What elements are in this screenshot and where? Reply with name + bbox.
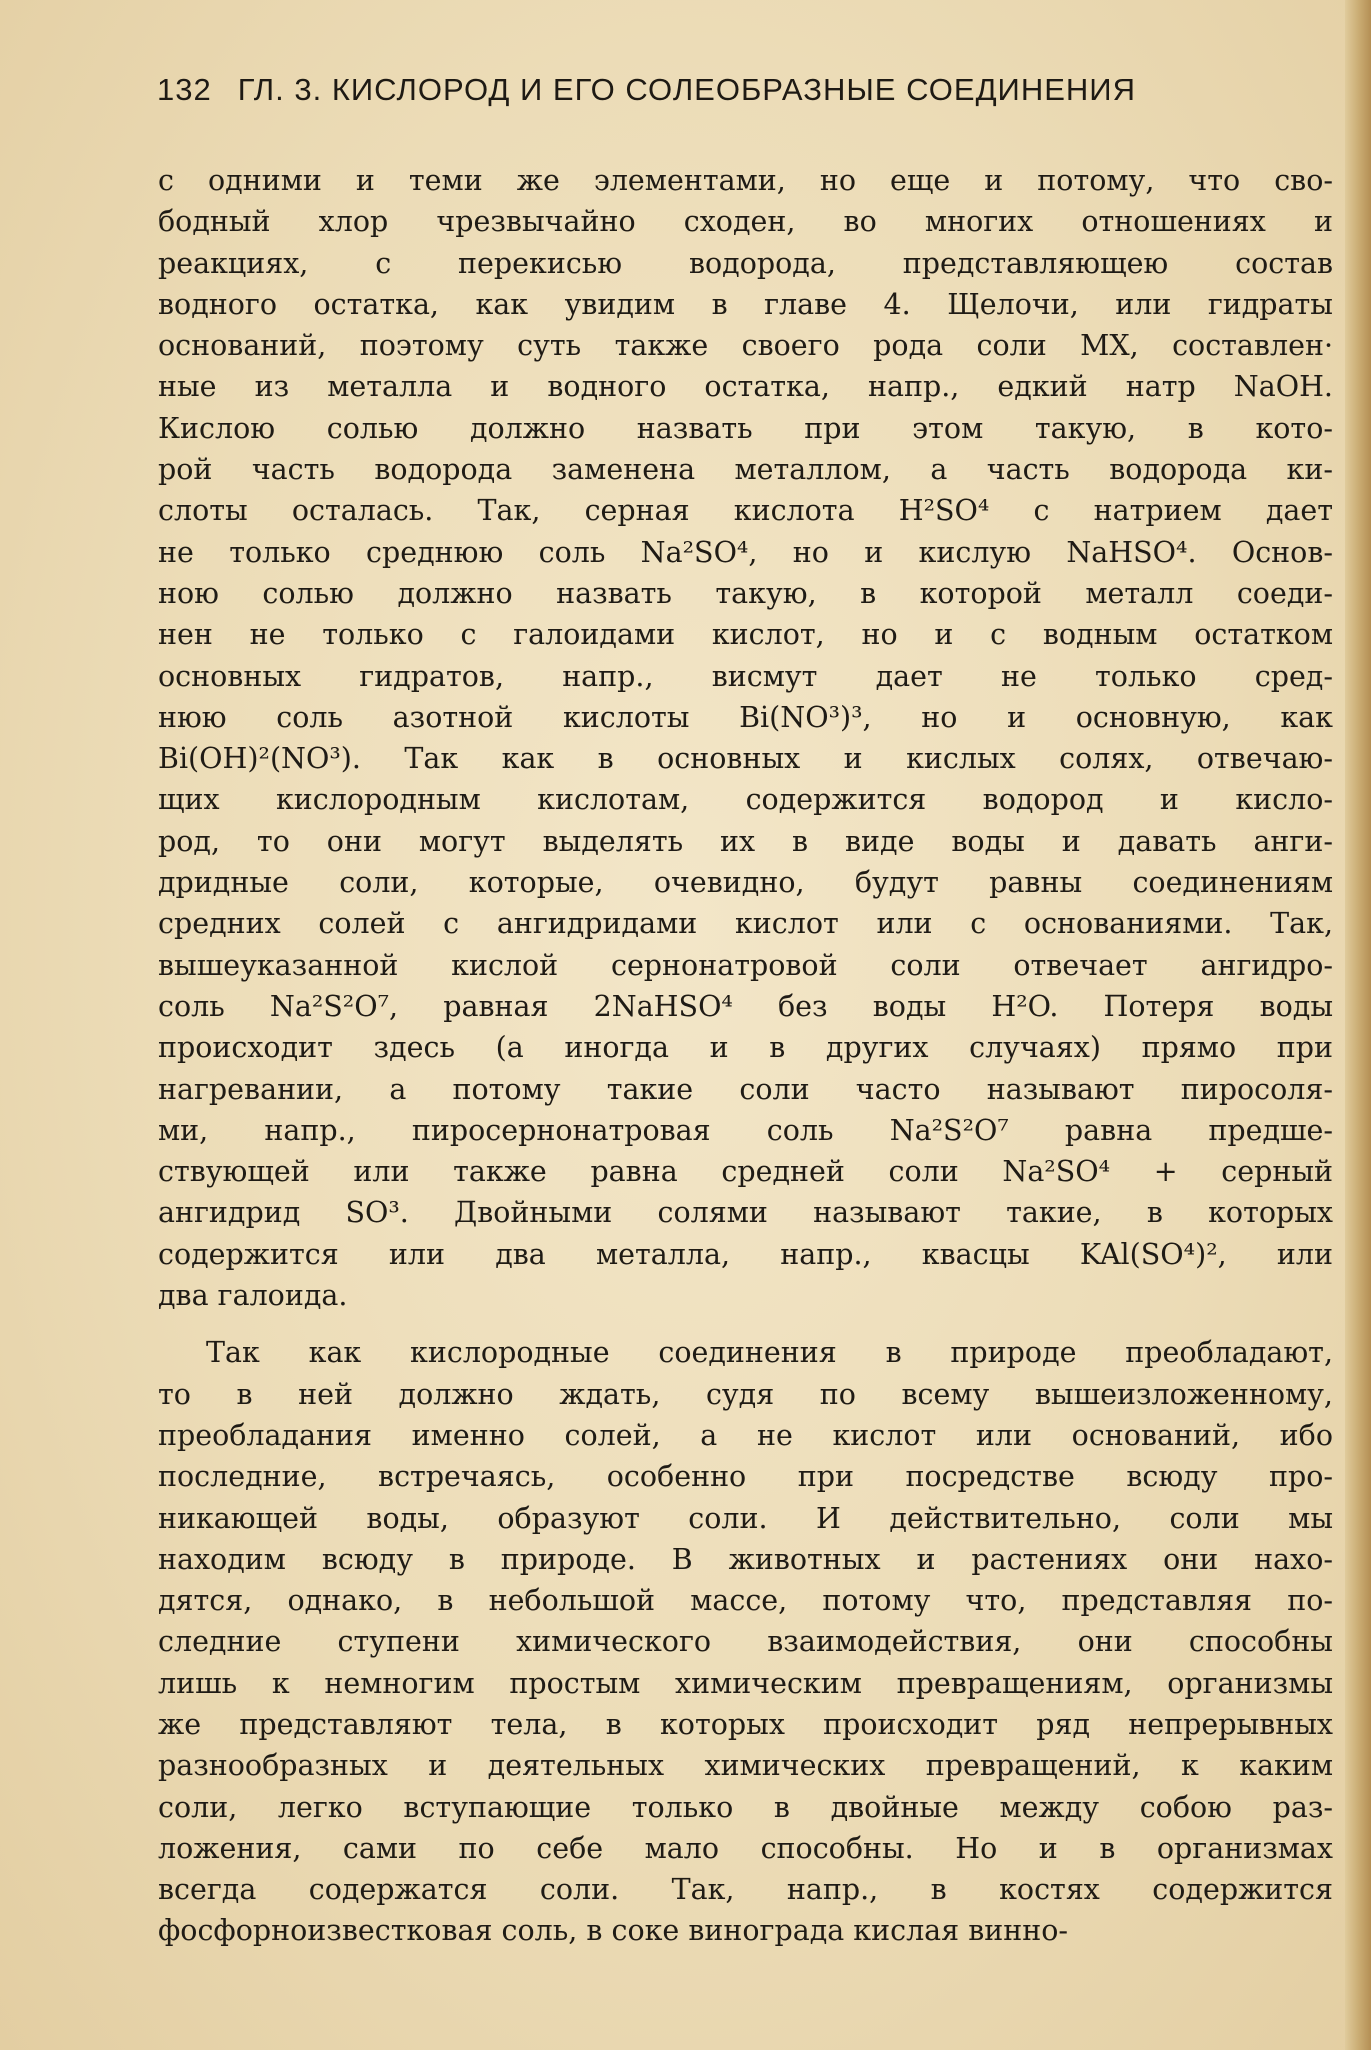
paragraph-2 [158,1332,1333,1951]
text-line: ложения, сами по себе мало способны. Но и в организмах [158,1831,1333,1865]
text-line: последние, встречаясь, особенно при посредстве всюду про- [158,1460,1333,1494]
running-title: ГЛ. 3. КИСЛОРОД И ЕГО СОЛЕОБРАЗНЫЕ СОЕДИНЕНИЯ [237,72,1136,107]
text-line: соли, легко вступающие только в двойные между собою раз- [158,1790,1333,1824]
text-line: дридные соли, которые, очевидно, будут равны соединениям [158,866,1333,900]
text-line: находим всюду в природе. В животных и растениях они нахо- [158,1542,1333,1576]
text-line: Кислою солью должно назвать при этом такую, в кото- [158,411,1333,445]
page-number: 132 [157,72,212,107]
text-line: оснований, поэтому суть также своего рода соли МХ, составлен· [158,329,1333,363]
text-line: Так как кислородные соединения в природе преобладают, [206,1336,1333,1370]
text-line: же представляют тела, в которых происходит ряд непрерывных [158,1707,1333,1741]
text-line: нагревании, а потому такие соли часто называют пиросоля- [158,1072,1333,1106]
text-line: два галоида. [158,1279,348,1313]
text-line: происходит здесь (а иногда и в других случаях) прямо при [158,1031,1333,1065]
text-line: содержится или два металла, напр., квасцы KAl(SO⁴)², или [158,1237,1333,1271]
text-line: Bi(OH)²(NO³). Так как в основных и кислых солях, отвечаю- [158,742,1333,776]
text-line: следние ступени химического взаимодействия, они способны [158,1625,1333,1659]
text-line: род, то они могут выделять их в виде воды и давать анги- [158,824,1333,858]
text-line: никающей воды, образуют соли. И действительно, соли мы [158,1501,1333,1535]
text-line: средних солей с ангидридами кислот или с основаниями. Так, [158,907,1333,941]
text-line: лишь к немногим простым химическим превращениям, организмы [158,1666,1333,1700]
text-line: рой часть водорода заменена металлом, а часть водорода ки- [158,453,1333,487]
text-line: дятся, однако, в небольшой массе, потому что, представляя по- [158,1584,1333,1618]
text-line: бодный хлор чрезвычайно сходен, во многих отношениях и [158,205,1333,239]
paragraph-1 [158,160,1333,1316]
text-line: ною солью должно назвать такую, в которой металл соеди- [158,576,1333,610]
text-line: ствующей или также равна средней соли Na²SO⁴ + серный [158,1155,1333,1189]
text-line: нюю соль азотной кислоты Bi(NO³)³, но и основную, как [158,700,1333,734]
text-line: преобладания именно солей, а не кислот или оснований, ибо [158,1418,1333,1452]
text-line: всегда содержатся соли. Так, напр., в костях содержится [158,1873,1333,1907]
text-line: щих кислородным кислотам, содержится водород и кисло- [158,783,1333,817]
text-line: разнообразных и деятельных химических превращений, к каким [158,1749,1333,1783]
text-line: водного остатка, как увидим в главе 4. Щелочи, или гидраты [158,287,1333,321]
text-line: соль Na²S²O⁷, равная 2NaHSO⁴ без воды H²O. Потеря воды [158,989,1333,1023]
text-line: не только среднюю соль Na²SO⁴, но и кислую NaHSO⁴. Основ- [158,535,1333,569]
text-line: то в ней должно ждать, судя по всему вышеизложенному, [158,1377,1333,1411]
text-line: с одними и теми же элементами, но еще и потому, что сво- [158,164,1333,197]
text-line: основных гидратов, напр., висмут дает не только сред- [158,659,1333,693]
text-line: слоты осталась. Так, серная кислота H²SO⁴ с натрием дает [158,494,1333,528]
text-line: реакциях, с перекисью водорода, представляющею состав [158,246,1333,280]
text-line: ангидрид SO³. Двойными солями называют такие, в которых [158,1196,1333,1230]
text-line: ные из металла и водного остатка, напр., едкий натр NaOH. [158,370,1333,404]
body-text [158,160,1333,1952]
text-line: нен не только с галоидами кислот, но и с водным остатком [158,618,1333,652]
text-line: фосфорноизвестковая соль, в соке винограда кислая винно- [158,1914,1069,1948]
page-edge-shadow [1345,0,1371,2050]
text-line: вышеуказанной кислой сернонатровой соли отвечает ангидро- [158,948,1333,982]
text-line: ми, напр., пиросернонатровая соль Na²S²O⁷ равна предше- [158,1113,1333,1147]
running-header [157,72,1277,108]
paragraph-gap [158,1316,1333,1332]
